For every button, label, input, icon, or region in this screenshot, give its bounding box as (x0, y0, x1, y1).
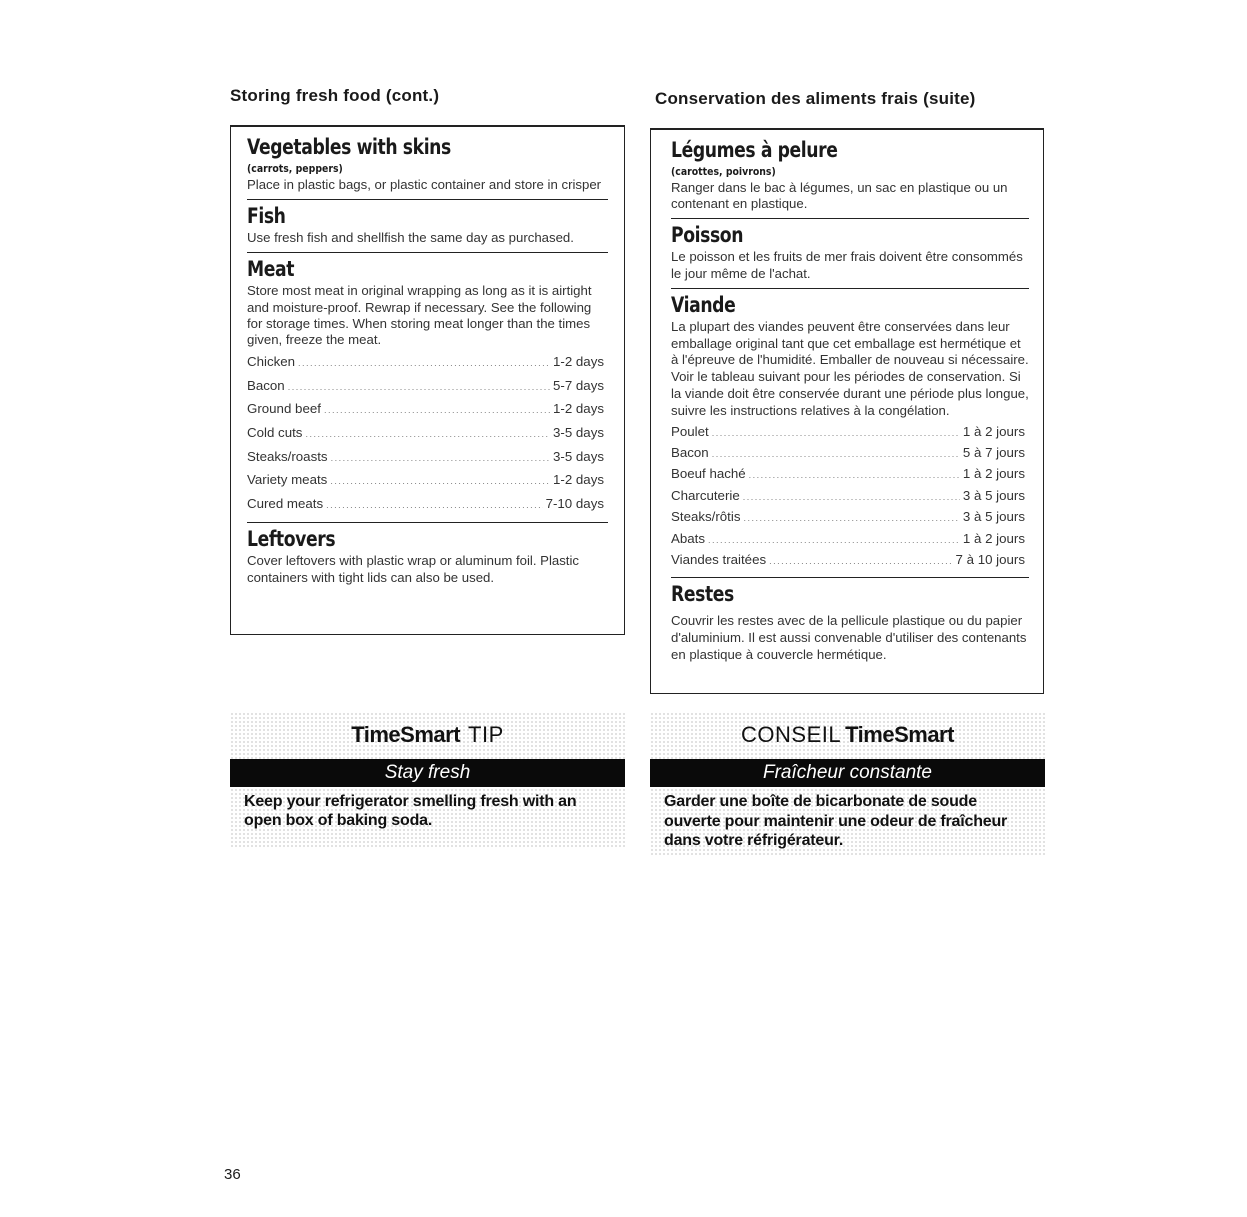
section-heading: Leftovers (247, 527, 336, 552)
section-heading: Meat (247, 257, 295, 282)
section-body: Couvrir les restes avec de la pellicule plastique ou du papier d'aluminium. Il est aussi convenable d'utiliser des contenants en plastique à couvercle hermétique. (671, 613, 1027, 663)
section-heading: Légumes à pelure (671, 138, 838, 162)
row-value: 3 à 5 jours (962, 487, 1025, 503)
tip-header (650, 712, 1045, 758)
divider (247, 199, 608, 200)
row-value: 5 à 7 jours (962, 445, 1025, 460)
section-heading: Poisson (671, 223, 744, 248)
row-value: 1-2 days (553, 401, 604, 417)
section-body: Use fresh fish and shellfish the same day as purchased. (247, 230, 574, 246)
storage-row (247, 375, 604, 399)
tip-label: CONSEIL (741, 722, 842, 747)
storage-times-list (247, 351, 608, 516)
section-heading: Fish (247, 204, 286, 229)
row-label: Cold cuts (247, 425, 303, 440)
section-body: Cover leftovers with plastic wrap or aluminum foil. Plastic containers with tight lids can also be used. (247, 553, 579, 585)
row-label: Variety meats (247, 472, 328, 488)
leader-dots (712, 423, 960, 443)
section-heading: Vegetables with skins (247, 135, 451, 159)
storage-times-list (671, 422, 1029, 572)
tip-text: Keep your refrigerator smelling fresh with an open box of baking soda. (244, 793, 577, 829)
row-label: Bacon (671, 445, 709, 460)
row-value: 7-10 days (545, 495, 604, 511)
row-value: 3 à 5 jours (962, 509, 1025, 525)
leader-dots (749, 465, 960, 485)
leader-dots (324, 400, 550, 422)
timesmart-logo: TimeSmart (351, 722, 461, 747)
tip-title-bar: Fraîcheur constante (650, 759, 1045, 787)
divider (671, 288, 1029, 289)
storage-row (247, 493, 604, 517)
row-value: 1 à 2 jours (962, 423, 1025, 439)
tip-label: TIP (468, 722, 504, 747)
row-value: 5-7 days (553, 377, 604, 393)
tip-title-bar: Stay fresh (230, 759, 625, 787)
leader-dots (305, 424, 550, 446)
fish-section (247, 204, 608, 246)
section-heading: Restes (671, 582, 734, 607)
storage-row (247, 398, 604, 422)
divider (671, 218, 1029, 219)
leader-dots (769, 551, 952, 571)
row-value: 7 à 10 jours (955, 552, 1025, 568)
row-label: Poulet (671, 423, 709, 439)
leader-dots (298, 353, 550, 375)
storage-row (671, 550, 1025, 571)
section-body: Store most meat in original wrapping as long as it is airtight and moisture-proof. Rewrap if necessary. See the following for storage times. When storing meat longer than the times given, freeze the meat. (247, 283, 592, 348)
row-value: 1 à 2 jours (962, 466, 1025, 482)
timesmart-tip-panel (650, 712, 1045, 857)
tip-text: Garder une boîte de bicarbonate de soude ouverte pour maintenir une odeur de fraîcheur dans votre réfrigérateur. (664, 793, 1008, 849)
storage-row (671, 486, 1025, 507)
storage-row (671, 443, 1025, 464)
storage-row (247, 422, 604, 446)
section-body: Place in plastic bags, or plastic container and store in crisper (247, 177, 602, 192)
row-value: 3-5 days (553, 448, 604, 464)
section-body: La plupart des viandes peuvent être conservées dans leur emballage original tant que cet emballage est hermétique et à l'épreuve de l'humidité. Emballer de nouveau si nécessaire. Voir le tableau suivant pour les périodes de conservation. Si la viande doit être conservée durant une période plus longue, suivre les instructions relatives à la congélation. (671, 318, 1029, 418)
leader-dots (331, 448, 550, 470)
row-label: Ground beef (247, 401, 321, 417)
page-number: 36 (224, 1166, 241, 1183)
timesmart-tip-panel (230, 712, 625, 847)
leader-dots (330, 471, 550, 493)
row-label: Steaks/roasts (247, 448, 328, 464)
storage-row (247, 469, 604, 493)
row-label: Chicken (247, 354, 296, 370)
section-subheading: (carottes, poivrons) (671, 165, 776, 178)
timesmart-logo: TimeSmart (845, 722, 954, 747)
row-label: Viandes traitées (671, 552, 767, 568)
leader-dots (743, 487, 960, 507)
leader-dots (743, 508, 959, 528)
storage-row (671, 529, 1025, 550)
right-storage-box (650, 128, 1044, 694)
section-subheading: (carrots, peppers) (247, 162, 343, 175)
row-value: 1 à 2 jours (962, 530, 1025, 546)
storage-row (247, 446, 604, 470)
vegetables-section (247, 135, 608, 193)
leader-dots (288, 377, 550, 399)
left-column-title: Storing fresh food (cont.) (230, 86, 440, 105)
storage-row (671, 507, 1025, 528)
section-body: Le poisson et les fruits de mer frais doivent être consommés le jour même de l'achat. (671, 249, 1023, 281)
row-label: Cured meats (247, 495, 324, 511)
row-label: Boeuf haché (671, 466, 746, 482)
meat-section (247, 257, 608, 516)
meat-section (671, 293, 1029, 572)
divider (671, 577, 1029, 578)
divider (247, 522, 608, 523)
leftovers-section (671, 582, 1029, 663)
row-label: Charcuterie (671, 487, 740, 503)
row-value: 1-2 days (553, 472, 604, 488)
row-label: Steaks/rôtis (671, 509, 741, 525)
tip-header (230, 712, 625, 758)
row-label: Abats (671, 530, 706, 546)
row-value: 3-5 days (553, 425, 604, 440)
section-heading: Viande (671, 292, 736, 317)
fish-section (671, 223, 1029, 281)
leader-dots (326, 495, 542, 517)
storage-row (671, 464, 1025, 485)
leader-dots (708, 530, 960, 550)
divider (247, 252, 608, 253)
row-value: 1-2 days (553, 354, 604, 370)
left-storage-box (230, 125, 625, 635)
storage-row (247, 351, 604, 375)
right-column-title: Conservation des aliments frais (suite) (655, 89, 976, 108)
section-body: Ranger dans le bac à légumes, un sac en plastique ou un contenant en plastique. (671, 180, 1008, 212)
storage-row (671, 422, 1025, 443)
leftovers-section (247, 527, 608, 585)
leader-dots (712, 444, 960, 464)
vegetables-section (671, 138, 1029, 212)
row-label: Bacon (247, 377, 285, 393)
